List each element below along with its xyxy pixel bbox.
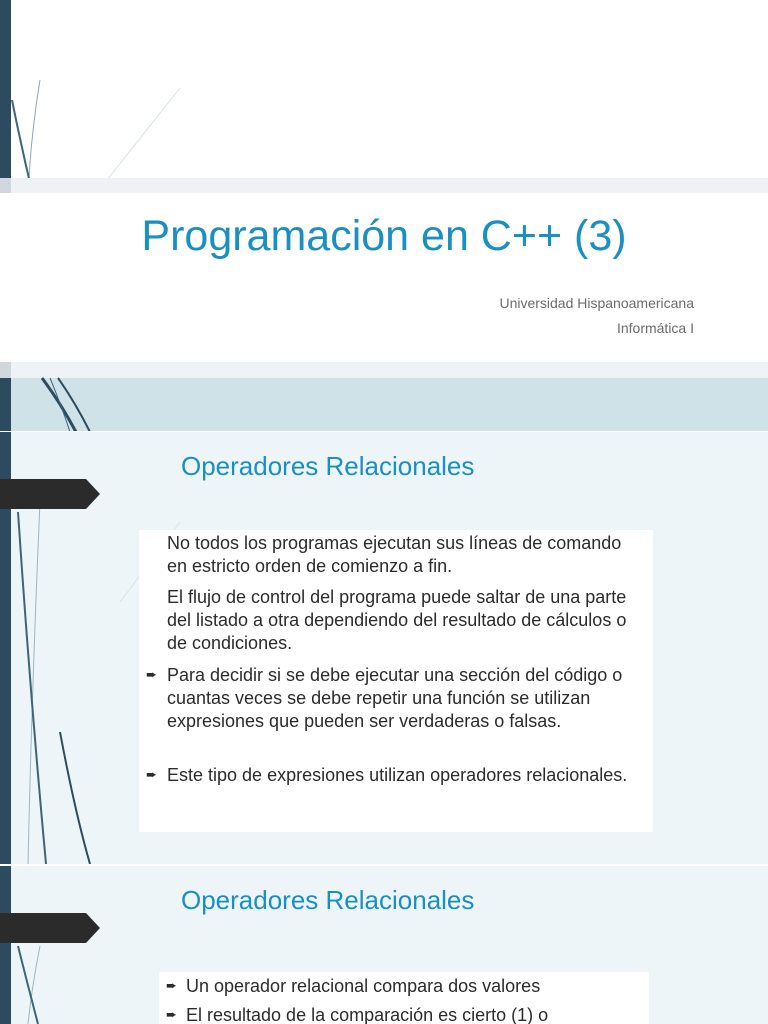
bullet-item-2: El resultado de la comparación es cierto (1) o <box>186 1005 549 1024</box>
arrow-bullet-icon: ➨ <box>146 768 157 783</box>
bullet-item-1: Para decidir si se debe ejecutar una sección del código o cuantas veces se debe repetir una función se utilizan expresiones que pueden ser verdaderas o falsas. <box>167 665 623 731</box>
dark-arrow-tab <box>0 913 100 943</box>
bullet-item-2: Este tipo de expresiones utilizan operadores relacionales. <box>167 765 628 785</box>
slide-heading: Operadores Relacionales <box>181 451 475 481</box>
title-slide <box>0 0 768 362</box>
bullet-item-1: Un operador relacional compara dos valores <box>186 976 541 996</box>
dark-arrow-tab <box>0 479 100 509</box>
arrow-bullet-icon: ➨ <box>166 979 177 994</box>
title-band-shadow <box>0 178 768 193</box>
content-slide-2 <box>0 866 768 1024</box>
decorative-lines <box>0 362 768 432</box>
transition-slide <box>0 362 768 432</box>
bar-gap <box>0 178 11 193</box>
subtitle-course: Informática I <box>616 320 694 336</box>
slide-heading: Operadores Relacionales <box>181 885 475 915</box>
paragraph-2: El flujo de control del programa puede saltar de una parte del listado a otra dependiendo del resultado de cálculos o de condiciones. <box>167 587 627 653</box>
content-slide-1 <box>0 432 768 864</box>
paragraph-1: No todos los programas ejecutan sus líneas de comando en estricto orden de comienzo a fin. <box>167 533 622 576</box>
presentation-title: Programación en C++ (3) <box>141 212 627 260</box>
arrow-bullet-icon: ➨ <box>146 668 157 683</box>
subtitle-university: Universidad Hispanoamericana <box>499 295 694 311</box>
arrow-bullet-icon: ➨ <box>166 1008 177 1023</box>
